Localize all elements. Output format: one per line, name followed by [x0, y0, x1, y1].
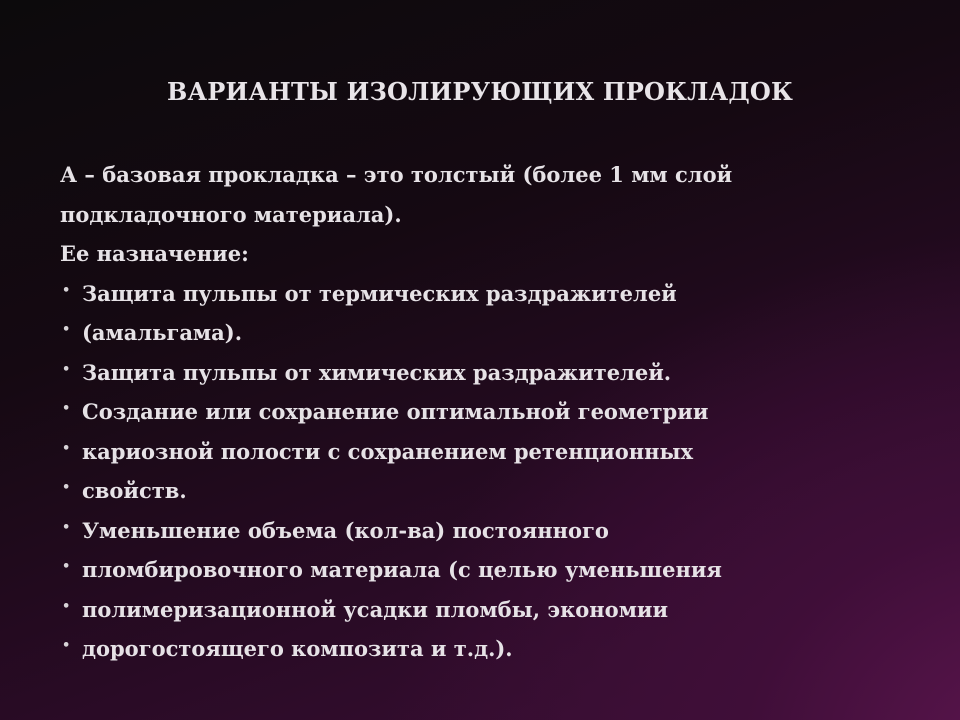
bullet-text: полимеризационной усадки пломбы, экономии [82, 596, 669, 622]
bullet-icon: • [62, 598, 71, 614]
bullet-item [60, 392, 920, 432]
bullet-text: Создание или сохранение оптимальной геометрии [82, 399, 709, 424]
bullet-item [60, 432, 920, 472]
bullet-item [60, 550, 920, 590]
bullet-text: Защита пульпы от химических раздражителей. [82, 359, 672, 385]
bullet-text: пломбировочного материала (с целью уменьшения [82, 557, 722, 582]
bullet-icon: • [62, 480, 71, 495]
bullet-item [60, 471, 920, 511]
bullet-icon: • [62, 440, 71, 456]
bullet-item [60, 313, 920, 353]
bullet-text: дорогостоящего композита и т.д.). [82, 636, 513, 661]
bullet-text: Уменьшение объема (кол-ва) постоянного [82, 517, 609, 543]
bullet-text: Защита пульпы от термических раздражителей [82, 280, 677, 306]
intro-line-2: подкладочного материала). [60, 201, 402, 227]
bullet-icon: • [62, 361, 71, 377]
bullet-item [60, 353, 920, 393]
intro-line-1: А – базовая прокладка – это толстый (более 1 мм слой [60, 162, 733, 187]
bullet-icon: • [62, 322, 71, 337]
bullet-text: свойств. [82, 478, 187, 503]
bullet-icon: • [62, 559, 71, 574]
intro-line-3: Ее назначение: [60, 241, 249, 266]
bullet-icon: • [62, 519, 71, 535]
slide-title: ВАРИАНТЫ ИЗОЛИРУЮЩИХ ПРОКЛАДОК [166, 77, 793, 106]
slide-body [60, 155, 920, 669]
bullet-item [60, 629, 920, 669]
bullet-text: (амальгама). [82, 320, 243, 345]
bullet-icon: • [62, 638, 71, 653]
bullet-text: кариозной полости с сохранением ретенционных [82, 438, 694, 464]
bullet-item [60, 590, 920, 630]
bullet-item [60, 511, 920, 551]
bullet-icon: • [62, 282, 71, 298]
bullet-item [60, 274, 920, 314]
bullet-icon: • [62, 401, 71, 416]
